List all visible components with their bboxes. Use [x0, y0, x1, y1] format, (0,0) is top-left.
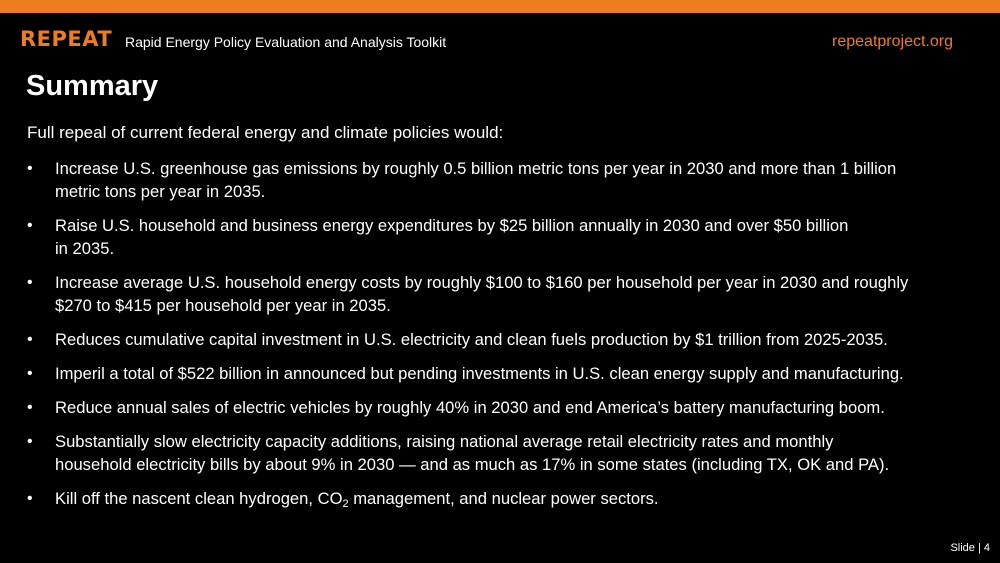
bullet-line: • Raise U.S. household and business energy expenditures by $25 billion annually in 2030 and over $50 billion: [55, 216, 849, 235]
bullet-line: metric tons per year in 2035.: [55, 182, 266, 201]
bullet-line: in 2035.: [55, 239, 115, 258]
bullet-item: [27, 430, 992, 476]
bullet-line: • Reduces cumulative capital investment in U.S. electricity and clean fuels production by $1 trillion from 2025-2035.: [55, 330, 888, 349]
slide-title: Summary: [26, 70, 159, 102]
slide-number: Slide | 4: [950, 542, 990, 554]
bullet-item: [27, 487, 992, 516]
bullet-line: $270 to $415 per household per year in 2035.: [55, 296, 391, 315]
bullet-line: • Substantially slow electricity capacity additions, raising national average retail electricity rates and monthly: [55, 432, 834, 451]
subscript-text: 2: [342, 498, 349, 510]
site-link[interactable]: repeatproject.org: [832, 33, 953, 50]
bullet-line: • Imperil a total of $522 billion in announced but pending investments in U.S. clean energy supply and manufacturing.: [55, 364, 904, 383]
bullet-text: management, and nuclear power sectors.: [348, 489, 659, 508]
bullet-line: • Increase U.S. greenhouse gas emissions by roughly 0.5 billion metric tons per year in 2030 and more than 1 billion: [55, 159, 897, 178]
bullet-text: Kill off the nascent clean hydrogen, CO: [55, 489, 343, 508]
intro-text: Full repeal of current federal energy and climate policies would:: [27, 123, 504, 142]
bullet-item: [27, 362, 992, 385]
brand-subtitle: Rapid Energy Policy Evaluation and Analysis Toolkit: [125, 34, 447, 50]
brand-logo: REPEAT: [20, 27, 113, 51]
bullet-line: • Reduce annual sales of electric vehicles by roughly 40% in 2030 and end America’s battery manufacturing boom.: [55, 398, 885, 417]
bullet-line: household electricity bills by about 9% in 2030 — and as much as 17% in some states (including TX, OK and PA).: [55, 455, 890, 474]
bullet-item: [27, 157, 992, 203]
top-accent-bar: [0, 0, 1000, 13]
bullet-item: [27, 214, 992, 260]
bullet-item: [27, 271, 992, 317]
bullet-item: [27, 396, 992, 419]
bullet-line: • Increase average U.S. household energy costs by roughly $100 to $160 per household per year in 2030 and roughly: [55, 273, 909, 292]
bullet-item: [27, 328, 992, 351]
bullet-list: [27, 157, 992, 527]
